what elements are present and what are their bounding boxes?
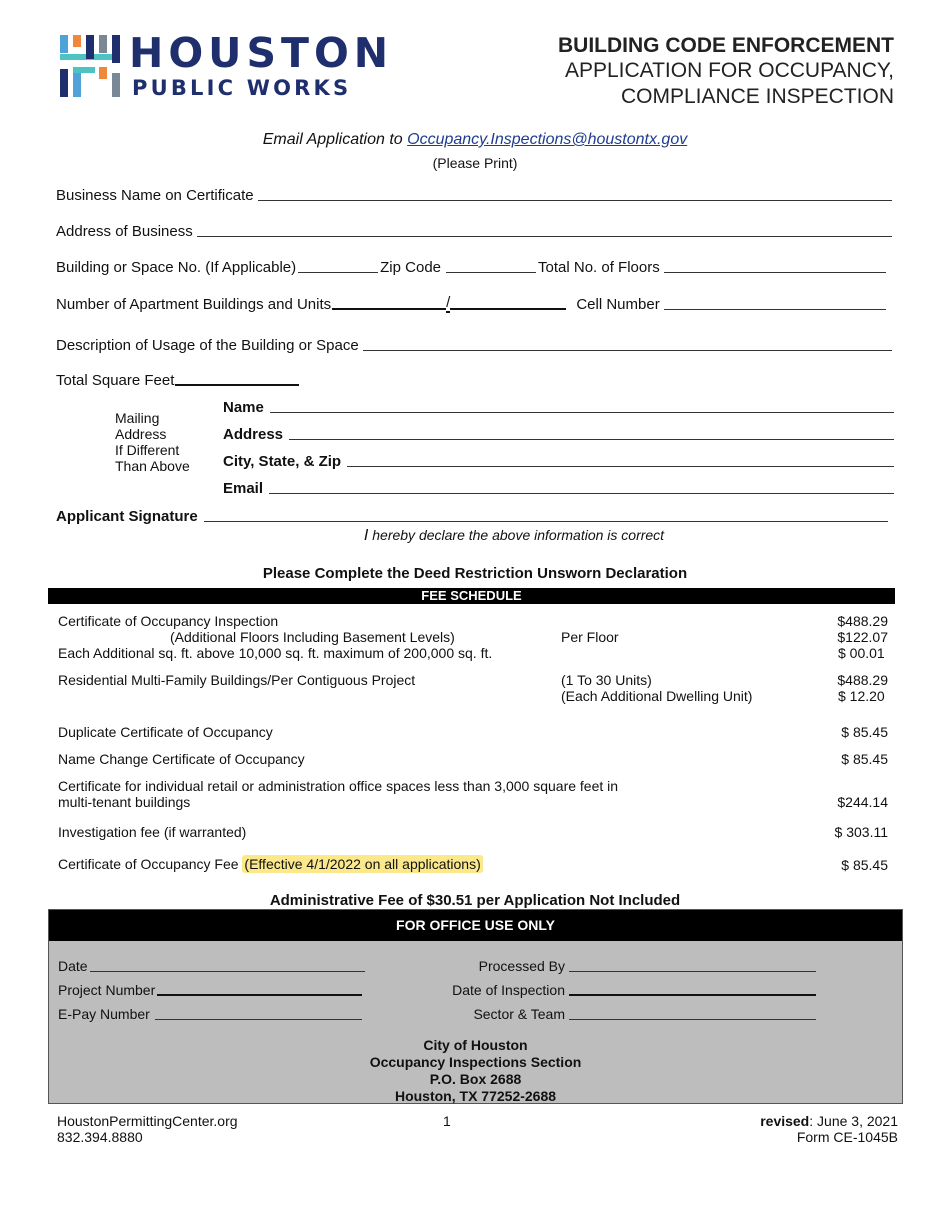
office-inspection-field[interactable]	[452, 982, 816, 998]
form-subtitle-line2: COMPLIANCE INSPECTION	[620, 85, 894, 108]
office-sector-input[interactable]	[569, 1018, 816, 1020]
form-title: BUILDING CODE ENFORCEMENT	[558, 34, 894, 57]
office-project-input[interactable]	[157, 993, 362, 996]
office-date-input[interactable]	[90, 970, 365, 972]
fee-duplicate: Duplicate Certificate of Occupancy	[58, 724, 273, 740]
office-processed-label: Processed By	[478, 958, 565, 974]
usage-input[interactable]	[363, 349, 892, 351]
office-epay-input[interactable]	[155, 1018, 362, 1020]
mailing-name-field[interactable]	[223, 399, 894, 416]
fee-co-inspection: Certificate of Occupancy Inspection	[58, 613, 279, 629]
business-address-input[interactable]	[197, 235, 892, 237]
logo-public-works-text: PUBLIC WORKS	[132, 76, 352, 100]
business-name-field[interactable]	[56, 187, 892, 204]
sqft-label: Total Square Feet	[56, 372, 175, 389]
apartments-label: Number of Apartment Buildings and Units	[56, 296, 332, 313]
fee-name-change-value: $ 85.45	[841, 751, 888, 767]
office-addr-line4: Houston, TX 77252-2688	[394, 1088, 557, 1104]
houston-public-works-logo	[60, 29, 394, 103]
page-number: 1	[443, 1113, 451, 1129]
footer-site: HoustonPermittingCenter.org	[57, 1113, 238, 1129]
office-mailing-address	[49, 1037, 902, 1105]
fee-each-addl-unit: (Each Additional Dwelling Unit)	[561, 688, 753, 704]
office-project-field[interactable]	[58, 982, 362, 998]
deed-restriction-heading: Please Complete the Deed Restriction Unsworn Declaration	[262, 565, 688, 582]
office-date-field[interactable]	[58, 958, 365, 974]
fee-unit-value: $ 12.20	[838, 688, 885, 704]
business-name-input[interactable]	[258, 199, 892, 201]
footer-phone: 832.394.8880	[57, 1129, 143, 1145]
mailing-email-field[interactable]	[223, 480, 894, 497]
fee-units-1-30: (1 To 30 Units)	[561, 672, 652, 688]
declaration-rest: hereby declare the above information is correct	[368, 527, 665, 543]
mailing-address-input[interactable]	[289, 438, 894, 440]
sqft-input[interactable]	[175, 383, 299, 386]
mailing-city-label: City, State, & Zip	[223, 453, 342, 470]
footer-revised	[760, 1113, 898, 1129]
office-epay-label: E-Pay Number	[58, 1006, 150, 1022]
signature-label: Applicant Signature	[56, 508, 198, 525]
email-prefix: Email Application to	[262, 131, 408, 148]
fee-mf-value: $488.29	[837, 672, 888, 688]
email-link[interactable]: Occupancy.Inspections@houstontx.gov	[407, 131, 688, 148]
office-addr-line1: City of Houston	[423, 1037, 528, 1053]
office-processed-field[interactable]	[479, 958, 816, 974]
apartments-row	[56, 294, 886, 313]
footer-revised-label: revised	[760, 1113, 810, 1129]
declaration-i: I	[363, 527, 369, 544]
zip-label: Zip Code	[380, 259, 442, 276]
office-sector-label: Sector & Team	[473, 1006, 565, 1022]
apartment-buildings-input[interactable]	[332, 307, 446, 310]
sqft-field[interactable]	[56, 372, 316, 389]
mailing-note-line1: Mailing	[115, 410, 160, 426]
mailing-city-field[interactable]	[223, 453, 894, 470]
fee-investigation-value: $ 303.11	[834, 824, 888, 840]
fee-retail-line1: Certificate for individual retail or administration office spaces less than 3,000 square feet in	[58, 778, 619, 794]
mailing-email-label: Email	[223, 480, 264, 497]
signature-field[interactable]	[56, 508, 888, 525]
building-no-input[interactable]	[298, 271, 378, 273]
fee-retail-line2: multi-tenant buildings	[58, 794, 191, 810]
footer-right	[760, 1113, 898, 1145]
fee-name-change: Name Change Certificate of Occupancy	[58, 751, 305, 767]
fee-co-fee-row	[58, 856, 483, 872]
office-project-label: Project Number	[58, 982, 156, 998]
fee-retail-value: $244.14	[837, 794, 888, 810]
building-row	[56, 259, 886, 276]
mailing-note-line4: Than Above	[115, 458, 190, 474]
mailing-city-input[interactable]	[347, 465, 894, 467]
usage-label: Description of Usage of the Building or Space	[56, 337, 359, 354]
mailing-name-label: Name	[223, 399, 264, 416]
office-processed-input[interactable]	[569, 970, 816, 972]
mailing-note	[115, 410, 190, 474]
office-epay-field[interactable]	[58, 1006, 362, 1022]
fee-multi-family: Residential Multi-Family Buildings/Per Contiguous Project	[58, 672, 416, 688]
office-sector-field[interactable]	[473, 1006, 816, 1022]
form-subtitle-line1: APPLICATION FOR OCCUPANCY,	[564, 59, 894, 82]
fee-addl-sqft: Each Additional sq. ft. above 10,000 sq. ft. maximum of 200,000 sq. ft.	[58, 645, 493, 661]
declaration-text	[0, 527, 950, 545]
office-inspection-label: Date of Inspection	[452, 982, 565, 998]
fee-floor-value: $122.07	[837, 629, 888, 645]
mailing-note-line2: Address	[115, 426, 167, 442]
business-address-field[interactable]	[56, 223, 892, 240]
fee-co-fee-value: $ 85.45	[841, 857, 888, 873]
logo-houston-text: HOUSTON	[129, 29, 394, 77]
footer-form-number: Form CE-1045B	[796, 1129, 898, 1145]
office-addr-line2: Occupancy Inspections Section	[369, 1054, 582, 1070]
fee-sqft-value: $ 00.01	[838, 645, 885, 661]
mailing-note-line3: If Different	[115, 442, 180, 458]
cell-input[interactable]	[664, 308, 886, 310]
apartments-slash: /	[446, 294, 451, 311]
fee-addl-floors: (Additional Floors Including Basement Levels)	[170, 629, 455, 645]
office-date-label: Date	[58, 958, 88, 974]
mailing-address-field[interactable]	[223, 426, 894, 443]
cell-label: Cell Number	[576, 296, 660, 313]
fee-schedule-header: FEE SCHEDULE	[48, 588, 895, 604]
building-no-label: Building or Space No. (If Applicable)	[56, 259, 297, 276]
footer-revised-date: : June 3, 2021	[809, 1113, 898, 1129]
mailing-name-input[interactable]	[270, 411, 894, 413]
floors-label: Total No. of Floors	[538, 259, 660, 276]
fee-co-fee: Certificate of Occupancy Fee	[58, 856, 239, 872]
office-addr-line3: P.O. Box 2688	[429, 1071, 522, 1087]
fee-investigation: Investigation fee (if warranted)	[58, 824, 247, 840]
mailing-address-label: Address	[223, 426, 284, 443]
office-inspection-input[interactable]	[569, 993, 816, 996]
email-instruction	[0, 131, 950, 149]
fee-co-value: $488.29	[837, 613, 888, 629]
signature-input[interactable]	[204, 520, 888, 522]
zip-input[interactable]	[446, 271, 536, 273]
fee-co-fee-highlight: (Effective 4/1/2022 on all applications)	[244, 856, 481, 872]
admin-fee-note: Administrative Fee of $30.51 per Application Not Included	[269, 892, 681, 909]
floors-input[interactable]	[664, 271, 886, 273]
office-use-header: FOR OFFICE USE ONLY	[49, 910, 902, 941]
footer-left	[57, 1113, 238, 1145]
office-use-section	[48, 909, 903, 1104]
mailing-email-input[interactable]	[269, 492, 894, 494]
please-print-note: (Please Print)	[432, 155, 518, 171]
fee-duplicate-value: $ 85.45	[841, 724, 888, 740]
usage-field[interactable]	[56, 337, 892, 354]
business-name-label: Business Name on Certificate	[56, 187, 254, 204]
apartment-units-input[interactable]	[450, 307, 566, 310]
logo-mark-icon	[60, 33, 120, 99]
fee-per-floor: Per Floor	[561, 629, 619, 645]
business-address-label: Address of Business	[56, 223, 193, 240]
